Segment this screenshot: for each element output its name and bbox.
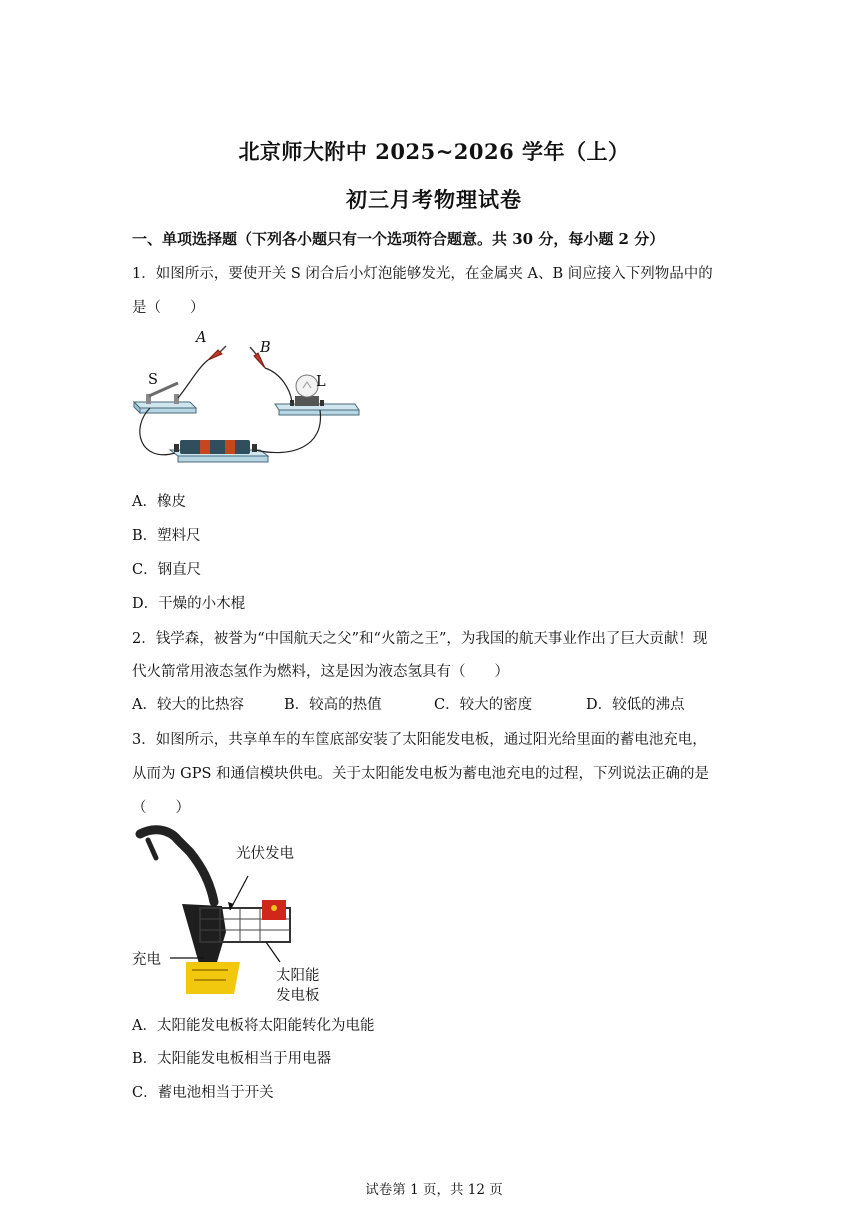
wire	[255, 410, 320, 453]
q1-option-d: D．干燥的小木棍	[132, 596, 246, 612]
label-panel-2: 发电板	[276, 988, 320, 1004]
exam-title: 北京师大附中 2025~2026 学年（上）	[238, 139, 630, 164]
circuit-diagram	[130, 328, 365, 470]
exam-subtitle: 初三月考物理试卷	[346, 187, 522, 212]
q1-stem-line2: 是（ ）	[132, 300, 205, 316]
clip-a-label: A	[196, 330, 207, 346]
q1-circuit-figure	[130, 328, 365, 470]
q1-option-b: B．塑料尺	[132, 528, 201, 544]
label-charge: 充电	[132, 952, 161, 968]
q2-option-b: B．较高的热值	[284, 697, 382, 713]
q3-option-c: C．蓄电池相当于开关	[132, 1085, 274, 1101]
q3-bike-figure	[130, 822, 330, 1007]
q2-option-d: D．较低的沸点	[586, 697, 685, 713]
q2-option-a: A．较大的比热容	[132, 697, 244, 713]
label-pv: 光伏发电	[236, 846, 294, 862]
wire	[178, 360, 208, 398]
q2-stem-line1: 2．钱学森，被誉为“中国航天之父”和“火箭之王”，为我国的航天事业作出了巨大贡献！现	[132, 631, 708, 647]
switch-post	[174, 394, 179, 404]
wire	[140, 408, 175, 455]
label-panel-1: 太阳能	[276, 968, 320, 984]
wire	[265, 368, 292, 402]
q3-stem-line1: 3．如图所示，共享单车的车筐底部安装了太阳能发电板，通过阳光给里面的蓄电池充电，	[132, 732, 707, 748]
q2-option-c: C．较大的密度	[434, 697, 533, 713]
page-footer: 试卷第 1 页，共 12 页	[365, 1182, 503, 1198]
q3-option-b: B．太阳能发电板相当于用电器	[132, 1051, 332, 1067]
handlebar	[140, 830, 214, 902]
q2-stem-line2: 代火箭常用液态氢作为燃料，这是因为液态氢具有（ ）	[132, 664, 509, 680]
battery-icon	[180, 440, 250, 454]
q3-stem-line2: 从而为 GPS 和通信模块供电。关于太阳能发电板为蓄电池充电的过程，下列说法正确的是	[132, 766, 709, 782]
q1-stem-line1: 1．如图所示，要使开关 S 闭合后小灯泡能够发光，在金属夹 A、B 间应接入下列物品中的	[132, 266, 713, 282]
bike-stem	[182, 904, 226, 972]
switch-label: S	[148, 372, 158, 388]
bulb-icon	[296, 375, 318, 397]
q3-stem-line3: （ ）	[132, 800, 190, 816]
q1-option-c: C．钢直尺	[132, 562, 202, 578]
bulb-label: L	[316, 374, 326, 390]
clip-b-label: B	[260, 340, 271, 356]
fender	[186, 962, 240, 994]
section-heading: 一、单项选择题（下列各小题只有一个选项符合题意。共 30 分，每小题 2 分）	[132, 230, 665, 248]
q3-option-a: A．太阳能发电板将太阳能转化为电能	[132, 1018, 375, 1034]
q1-option-a: A．橡皮	[132, 494, 186, 510]
